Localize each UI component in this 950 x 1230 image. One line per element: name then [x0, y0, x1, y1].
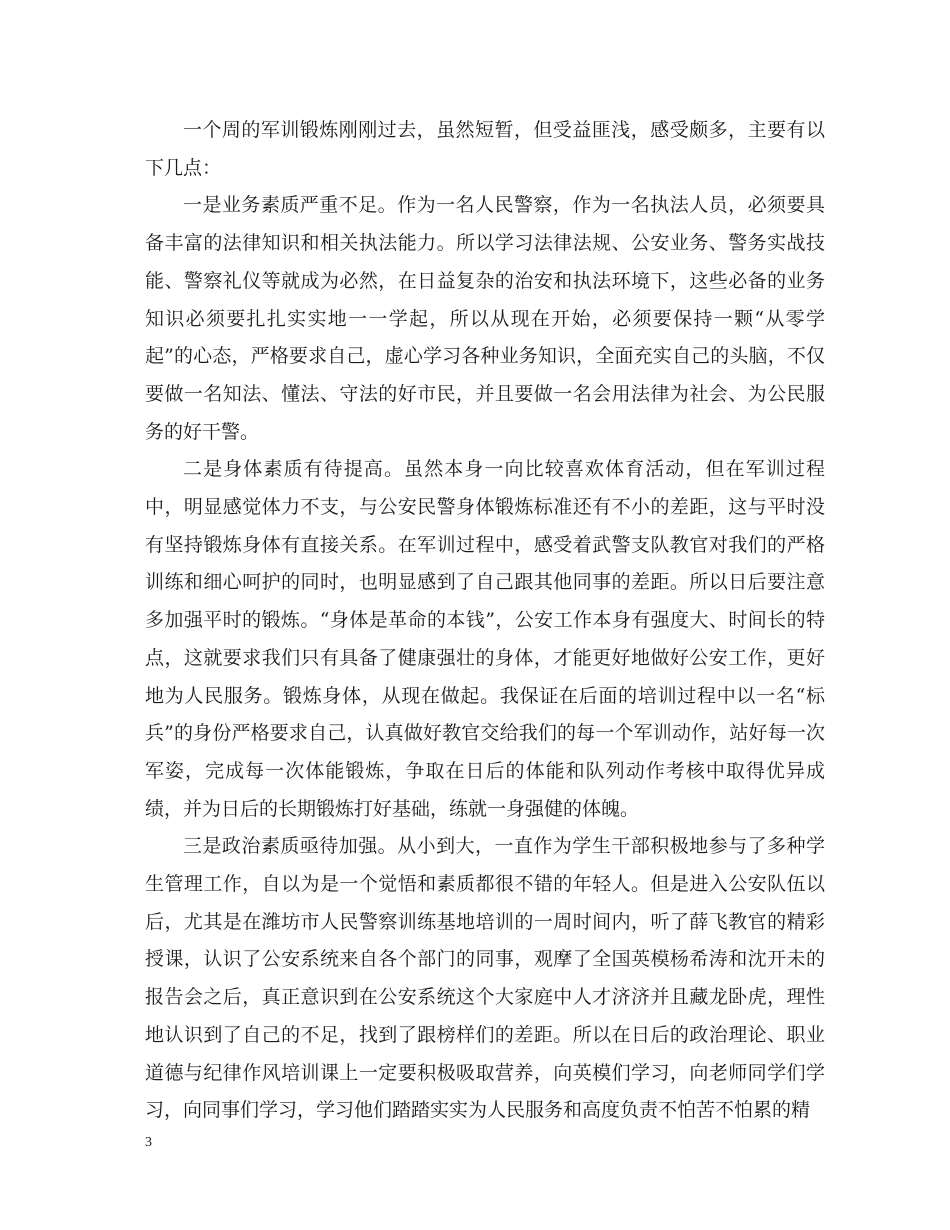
paragraph-political-quality: 三是政治素质亟待加强。从小到大，一直作为学生干部积极地参与了多种学生管理工作，自以为是一个觉悟和素质都很不错的年轻人。但是进入公安队伍以后，尤其是在潍坊市人民警察训练基地培训的一周时间内，听了薛飞教官的精彩授课，认识了公安系统来自各个部门的同事，观摩了全国英模杨希涛和沈开未的报告会之后，真正意识到在公安系统这个大家庭中人才济济并且藏龙卧虎，理性地认识到了自己的不足，找到了跟榜样们的差距。所以在日后的政治理论、职业道德与纪律作风培训课上一定要积极吸取营养，向英模们学习，向老师同学们学习，向同事们学习，学习他们踏踏实实为人民服务和高度负责不怕苦不怕累的精 — [145, 835, 825, 1122]
paragraph-intro: 一个周的军训锻炼刚刚过去，虽然短暂，但受益匪浅，感受颇多，主要有以下几点： — [145, 119, 825, 179]
page-number: 3 — [145, 1135, 152, 1150]
paragraph-physical-quality: 二是身体素质有待提高。虽然本身一向比较喜欢体育活动，但在军训过程中，明显感觉体力不支，与公安民警身体锻炼标准还有不小的差距，这与平时没有坚持锻炼身体有直接关系。在军训过程中，感受着武警支队教官对我们的严格训练和细心呵护的同时，也明显感到了自己跟其他同事的差距。所以日后要注意多加强平时的锻炼。“身体是革命的本钱”，公安工作本身有强度大、时间长的特点，这就要求我们只有具备了健康强壮的身体，才能更好地做好公安工作，更好地为人民服务。锻炼身体，从现在做起。我保证在后面的培训过程中以一名“标兵”的身份严格要求自己，认真做好教官交给我们的每一个军训动作，站好每一次军姿，完成每一次体能锻炼，争取在日后的体能和队列动作考核中取得优异成绩，并为日后的长期锻炼打好基础，练就一身强健的体魄。 — [145, 458, 825, 820]
paragraph-business-quality: 一是业务素质严重不足。作为一名人民警察，作为一名执法人员，必须要具备丰富的法律知识和相关执法能力。所以学习法律法规、公安业务、警务实战技能、警察礼仪等就成为必然，在日益复杂的治安和执法环境下，这些必备的业务知识必须要扎扎实实地一一学起，所以从现在开始，必须要保持一颗“从零学起”的心态，严格要求自己，虚心学习各种业务知识，全面充实自己的头脑，不仅要做一名知法、懂法、守法的好市民，并且要做一名会用法律为社会、为公民服务的好干警。 — [145, 194, 825, 443]
document-body — [145, 112, 825, 1130]
